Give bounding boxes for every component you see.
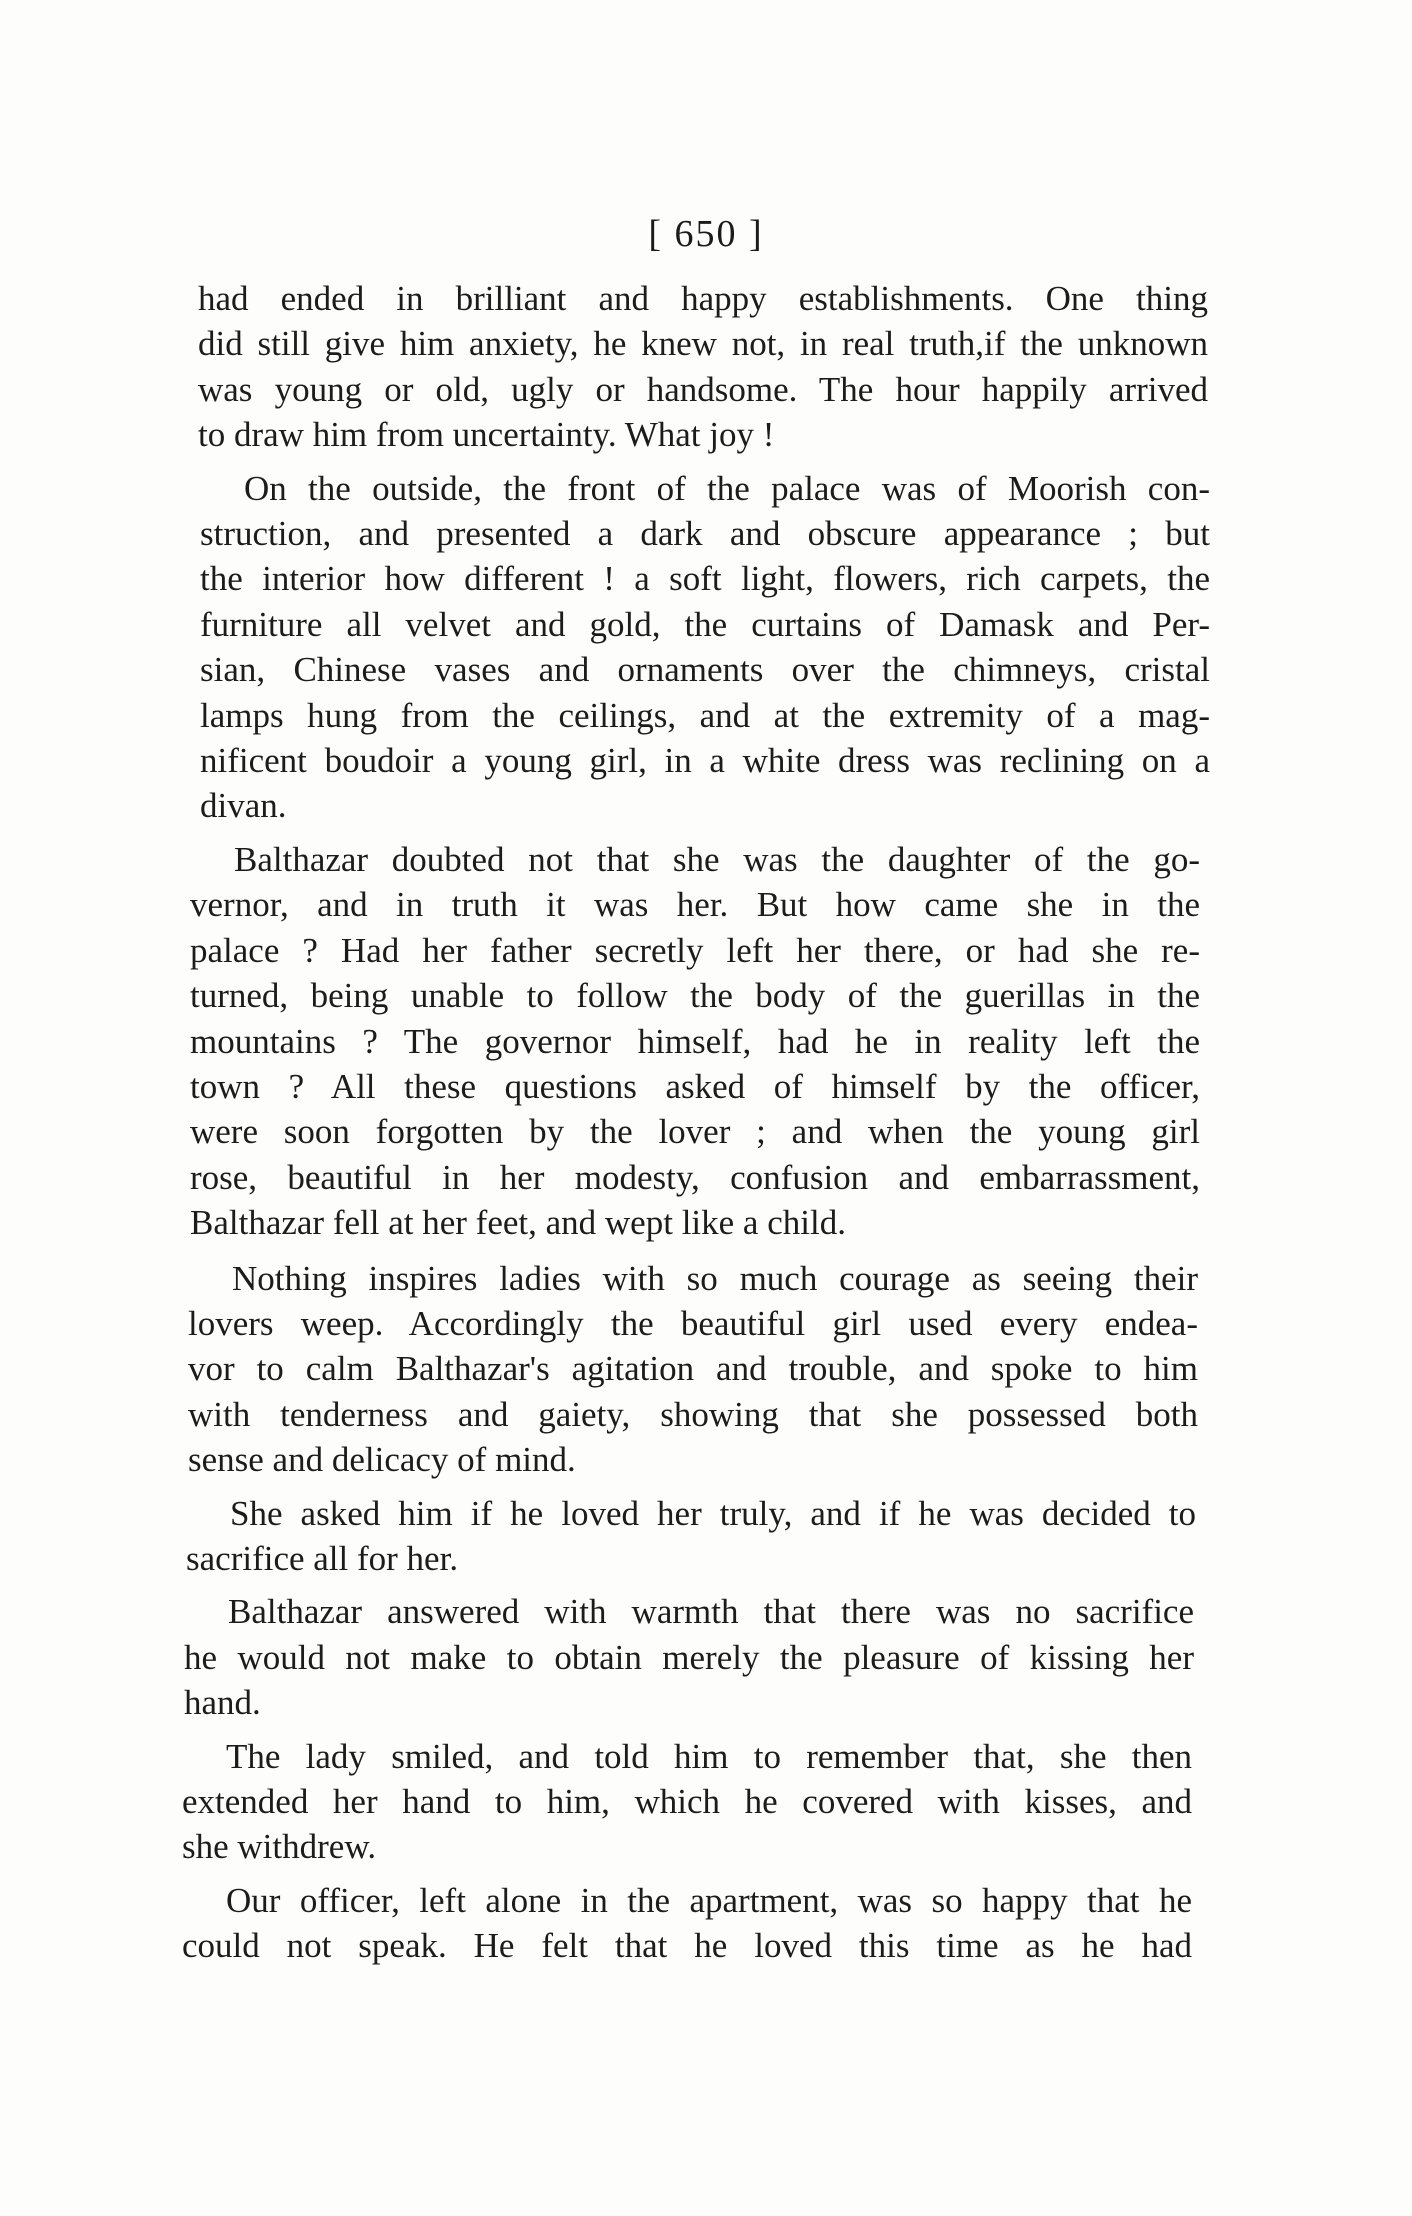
text-line: sense and delicacy of mind. [188, 1440, 576, 1480]
paragraph [182, 1734, 1200, 1870]
text-line: were soon forgotten by the lover ; and when the young girl [190, 1112, 1200, 1152]
paragraph [200, 466, 1210, 829]
text-line: to draw him from uncertainty. What joy ! [198, 415, 775, 455]
paragraph [198, 276, 1208, 458]
text-line: divan. [200, 786, 287, 826]
text-line: hand. [184, 1683, 261, 1723]
text-line: On the outside, the front of the palace was of Moorish con- [244, 468, 1210, 508]
text-line: did still give him anxiety, he knew not, in real truth,if the unknown [198, 324, 1208, 364]
paragraph [190, 837, 1200, 1246]
text-line: town ? All these questions asked of himself by the officer, [190, 1066, 1200, 1106]
body-text [182, 276, 1210, 1969]
text-line: furniture all velvet and gold, the curtains of Damask and Per- [200, 604, 1210, 644]
text-line: Nothing inspires ladies with so much courage as seeing their [232, 1258, 1198, 1298]
text-line: palace ? Had her father secretly left her there, or had she re- [190, 930, 1200, 970]
text-line: Balthazar fell at her feet, and wept like a child. [190, 1203, 846, 1243]
text-line: mountains ? The governor himself, had he in reality left the [190, 1021, 1200, 1061]
text-line: the interior how different ! a soft light, flowers, rich carpets, the [200, 559, 1210, 599]
text-line: sian, Chinese vases and ornaments over the chimneys, cristal [200, 650, 1210, 690]
text-line: struction, and presented a dark and obscure appearance ; but [200, 514, 1210, 554]
text-line: extended her hand to him, which he covered with kisses, and [182, 1782, 1192, 1821]
text-line: nificent boudoir a young girl, in a white dress was reclining on a [200, 741, 1210, 781]
text-line: he would not make to obtain merely the pleasure of kissing her [184, 1637, 1194, 1677]
text-line: Balthazar doubted not that she was the daughter of the go- [234, 839, 1200, 879]
text-line: was young or old, ugly or handsome. The hour happily arrived [198, 369, 1208, 409]
text-line: She asked him if he loved her truly, and if he was decided to [230, 1493, 1196, 1533]
paragraph [184, 1589, 1200, 1725]
text-line: lamps hung from the ceilings, and at the extremity of a mag- [200, 695, 1210, 735]
text-line: could not speak. He felt that he loved this time as he had [182, 1926, 1192, 1966]
page-number: [ 650 ] [648, 213, 764, 255]
text-line: Balthazar answered with warmth that there was no sacrifice [228, 1592, 1194, 1632]
text-line: vernor, and in truth it was her. But how came she in the [190, 885, 1200, 925]
paragraph [186, 1491, 1200, 1582]
text-line: with tenderness and gaiety, showing that she possessed both [188, 1394, 1198, 1434]
text-line: turned, being unable to follow the body of the guerillas in the [190, 976, 1200, 1016]
text-line: rose, beautiful in her modesty, confusion and embarrassment, [190, 1157, 1200, 1197]
text-line: she withdrew. [182, 1827, 377, 1867]
text-line: Our officer, left alone in the apartment, was so happy that he [226, 1880, 1192, 1920]
text-line: had ended in brilliant and happy establishments. One thing [198, 279, 1208, 318]
paragraph [182, 1878, 1200, 1969]
text-line: vor to calm Balthazar's agitation and trouble, and spoke to him [188, 1349, 1198, 1389]
text-line: sacrifice all for her. [186, 1538, 459, 1578]
text-line: lovers weep. Accordingly the beautiful girl used every endea- [188, 1303, 1198, 1343]
text-line: The lady smiled, and told him to remember that, she then [226, 1736, 1192, 1776]
paragraph [188, 1256, 1200, 1483]
